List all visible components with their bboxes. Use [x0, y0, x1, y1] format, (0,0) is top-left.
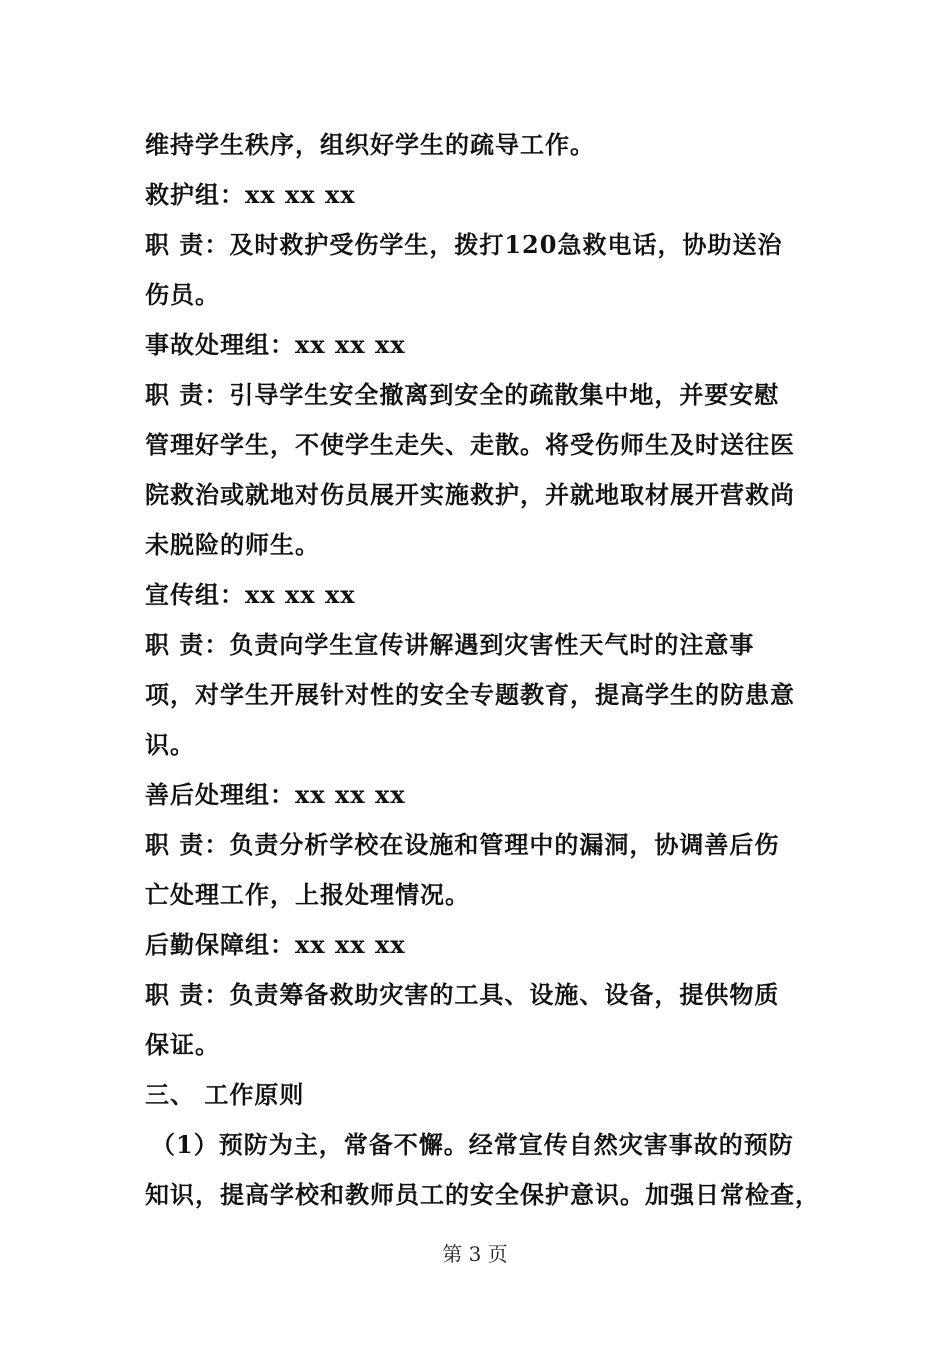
text-line-7: 管理好学生，不使学生走失、走散。将受伤师生及时送往医: [145, 430, 795, 459]
text-line-1: 维持学生秩序，组织好学生的疏导工作。: [145, 130, 595, 159]
text-line-11: 职 责：负责向学生宣传讲解遇到灾害性天气时的注意事: [145, 630, 755, 659]
text-line-19: 保证。: [145, 1030, 220, 1059]
text-line-5: 事故处理组：xx xx xx: [145, 330, 406, 359]
text-line-12: 项，对学生开展针对性的安全专题教育，提高学生的防患意: [145, 680, 795, 709]
text-line-2: 救护组：xx xx xx: [145, 180, 356, 209]
text-line-17: 后勤保障组：xx xx xx: [145, 930, 406, 959]
text-line-13: 识。: [145, 730, 195, 759]
text-line-8: 院救治或就地对伤员展开实施救护，并就地取材展开营救尚: [145, 480, 795, 509]
page-number: 第 3 页: [442, 1242, 508, 1266]
text-line-6: 职 责：引导学生安全撤离到安全的疏散集中地，并要安慰: [145, 380, 780, 409]
text-line-16: 亡处理工作，上报处理情况。: [145, 880, 470, 909]
text-line-10: 宣传组：xx xx xx: [145, 580, 356, 609]
document-body: [145, 120, 820, 1220]
text-line-14: 善后处理组：xx xx xx: [145, 780, 406, 809]
text-line-3: 职 责：及时救护受伤学生，拨打120急救电话，协助送治: [145, 230, 783, 259]
text-line-22: 知识，提高学校和教师员工的安全保护意识。加强日常检查，: [145, 1180, 820, 1209]
text-line-15: 职 责：负责分析学校在设施和管理中的漏洞，协调善后伤: [145, 830, 780, 859]
text-line-18: 职 责：负责筹备救助灾害的工具、设施、设备，提供物质: [145, 980, 780, 1009]
text-line-9: 未脱险的师生。: [145, 530, 320, 559]
text-line-4: 伤员。: [145, 280, 220, 309]
section-heading: 三、 工作原则: [145, 1080, 305, 1109]
text-line-21: （1）预防为主，常备不懈。经常宣传自然灾害事故的预防: [151, 1130, 794, 1159]
